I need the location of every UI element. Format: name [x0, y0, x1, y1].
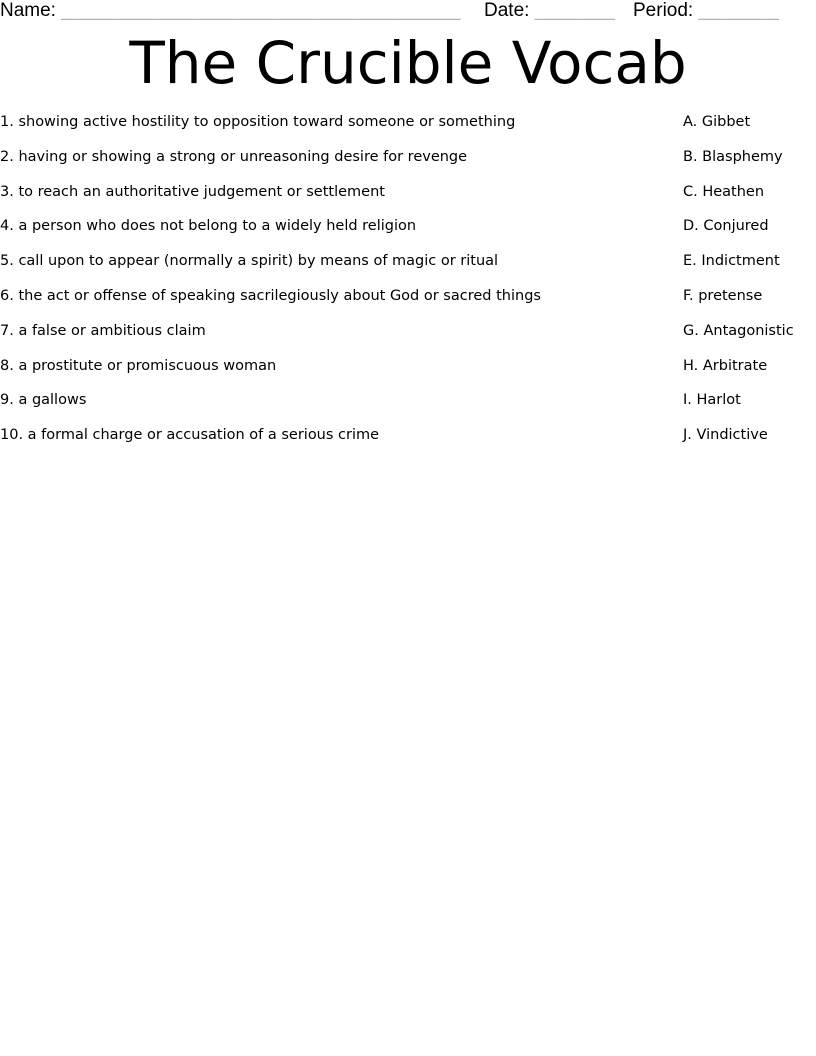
answer-item: I. Harlot [683, 392, 741, 409]
page-title: The Crucible Vocab [129, 29, 687, 97]
clue-item: 2. having or showing a strong or unreasoning desire for revenge [0, 148, 468, 165]
clue-item: 6. the act or offense of speaking sacrilegiously about God or sacred things [0, 287, 541, 304]
name-blank[interactable]: ________________________________________ [61, 0, 460, 21]
date-field[interactable] [484, 0, 614, 22]
clue-item: 8. a prostitute or promiscuous woman [0, 357, 277, 374]
clue-item: 5. call upon to appear (normally a spirit) by means of magic or ritual [0, 253, 499, 270]
clue-list [0, 111, 660, 459]
period-blank[interactable]: ________ [698, 0, 779, 21]
answer-item: D. Conjured [683, 218, 769, 235]
answer-item: J. Vindictive [683, 427, 768, 444]
answer-list [683, 111, 816, 459]
answer-item: G. Antagonistic [683, 322, 794, 339]
period-field[interactable] [633, 0, 778, 22]
clue-item: 1. showing active hostility to opposition toward someone or something [0, 114, 516, 130]
answer-item: H. Arbitrate [683, 357, 768, 374]
clue-item: 3. to reach an authoritative judgement or settlement [0, 183, 385, 200]
answer-item: B. Blasphemy [683, 148, 783, 165]
clue-item: 10. a formal charge or accusation of a serious crime [0, 427, 380, 444]
period-label: Period: [633, 0, 694, 21]
clue-item: 7. a false or ambitious claim [0, 322, 206, 339]
clue-item: 4. a person who does not belong to a widely held religion [0, 218, 417, 235]
answer-item: A. Gibbet [683, 114, 751, 130]
name-label: Name: [0, 0, 56, 21]
answer-item: F. pretense [683, 287, 763, 304]
answer-item: C. Heathen [683, 183, 765, 200]
worksheet-header [0, 0, 816, 24]
clue-item: 9. a gallows [0, 392, 87, 409]
answer-item: E. Indictment [683, 253, 780, 270]
date-label: Date: [484, 0, 530, 21]
date-blank[interactable]: ________ [534, 0, 615, 21]
name-field[interactable] [0, 0, 460, 22]
